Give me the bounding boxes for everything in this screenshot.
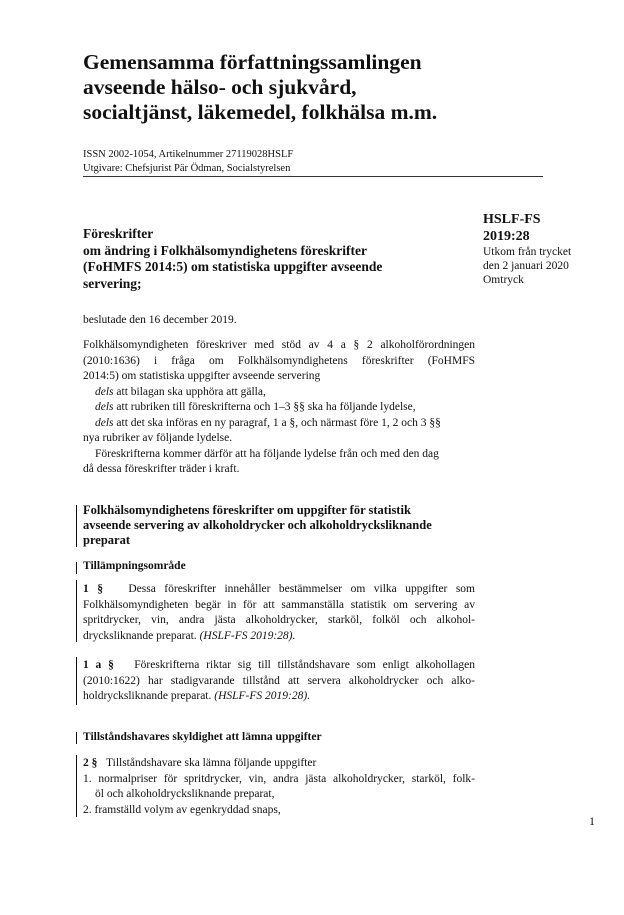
paragraph-2 [83, 756, 475, 818]
dels-text: att rubriken till föreskrifterna och 1–3 §§ ska ha följande lydelse, [113, 401, 416, 413]
publication-meta [83, 148, 293, 176]
subheading-obligation: Tillståndshavares skyldighet att lämna uppgifter [83, 731, 322, 743]
paragraph-line [83, 582, 475, 598]
change-bar [76, 657, 77, 705]
collection-title-line: socialtjänst, läkemedel, folkhälsa m.m. [83, 100, 438, 124]
paragraph-line: (2010:1622) har stadigvarande tillstånd att servera alkoholdrycker och alko- [83, 674, 475, 687]
collection-title-line: avseende hälso- och sjukvård, [83, 75, 357, 99]
paragraph-number: 1 a § [83, 659, 114, 671]
collection-title [83, 50, 543, 125]
regulation-title [83, 226, 473, 292]
decision-date: beslutade den 16 december 2019. [83, 314, 237, 326]
publication-note-line1: Utkom från trycket [483, 246, 572, 258]
dels-word: dels [95, 385, 114, 398]
intro-text [83, 338, 475, 478]
publication-note-line2: den 2 januari 2020 [483, 260, 569, 272]
header-divider [83, 176, 543, 177]
paragraph-text: Tillståndshavare ska lämna följande uppgifter [106, 757, 317, 769]
dels-text: att bilagan ska upphöra att gälla, [113, 385, 266, 398]
section-heading-line: preparat [83, 533, 130, 547]
page-number: 1 [589, 814, 595, 828]
change-bar [76, 562, 77, 574]
intro-line: då dessa föreskrifter träder i kraft. [83, 463, 240, 475]
list-item-continuation: öl och alkoholdrycksliknande preparat, [95, 788, 275, 800]
sidebar-info [483, 211, 593, 287]
change-bar [76, 505, 77, 547]
intro-dels-line [83, 385, 475, 401]
issn-line: ISSN 2002-1054, Artikelnummer 27119028HSLF [83, 149, 294, 160]
list-item: 1. normalpriser för spritdrycker, vin, andra jästa alkoholdrycker, starköl, folk- [83, 772, 475, 785]
paragraph-1 [83, 582, 475, 644]
dels-word: dels [95, 416, 114, 429]
paragraph-line [83, 756, 475, 772]
intro-line: Folkhälsomyndigheten föreskriver med stöd av 4 a § 2 alkoholförordningen [83, 339, 475, 351]
paragraph-text: Föreskrifterna riktar sig till tillståndshavare som enligt alkohollagen [134, 659, 475, 671]
statute-code-line2: 2019:28 [483, 229, 530, 244]
paragraph-number: 1 § [83, 583, 103, 595]
intro-line: nya rubriker av följande lydelse. [83, 432, 233, 444]
intro-line: (2010:1636) i fråga om Folkhälsomyndighetens föreskrifter (FoHMFS [83, 354, 475, 367]
paragraph-text: drycksliknande preparat. [83, 629, 197, 642]
paragraph-text: holdrycksliknande preparat. [83, 690, 212, 702]
regulation-title-line: Föreskrifter [83, 226, 154, 241]
intro-line: 2014:5) om statistiska uppgifter avseende servering [83, 370, 321, 382]
intro-line: Föreskrifterna kommer därför att ha följande lydelse från och med den dag [95, 447, 439, 460]
paragraph-1a [83, 658, 475, 705]
section-heading [83, 503, 483, 548]
paragraph-number: 2 § [83, 757, 98, 769]
change-bar [76, 732, 77, 744]
subheading-scope: Tillämpningsområde [83, 560, 186, 572]
paragraph-line: spritdrycker, vin, andra jästa alkoholdrycker, starköl, folköl och alkohol- [83, 614, 475, 626]
regulation-title-line: om ändring i Folkhälsomyndighetens föreskrifter [83, 242, 368, 258]
paragraph-line: Folkhälsomyndigheten begär in för att sammanställa statistik om servering av [83, 598, 475, 611]
collection-title-line: Gemensamma författningssamlingen [83, 50, 422, 74]
change-bar [76, 580, 77, 642]
list-item: 2. framställd volym av egenkryddad snaps, [83, 803, 281, 816]
regulation-title-line: servering; [83, 275, 142, 291]
paragraph-line [83, 689, 475, 705]
section-heading-line: avseende servering av alkoholdrycker och alkoholdrycksliknande [83, 518, 432, 532]
intro-dels-line [83, 400, 475, 416]
reprint-label: Omtryck [483, 274, 524, 286]
intro-dels-line [83, 416, 475, 432]
paragraph-line [83, 629, 475, 645]
dels-word: dels [95, 401, 114, 413]
section-heading-line: Folkhälsomyndighetens föreskrifter om uppgifter för statistik [83, 503, 411, 517]
paragraph-line [83, 658, 475, 674]
amendment-reference: (HSLF-FS 2019:28). [199, 629, 296, 642]
paragraph-text: Dessa föreskrifter innehåller bestämmelser om vilka uppgifter som [128, 583, 476, 595]
regulation-title-line: (FoHMFS 2014:5) om statistiska uppgifter avseende [83, 259, 383, 274]
statute-code-line1: HSLF-FS [483, 212, 541, 227]
amendment-reference: (HSLF-FS 2019:28). [214, 690, 311, 702]
change-bar [76, 755, 77, 817]
publisher-line: Utgivare: Chefsjurist Pär Ödman, Socialstyrelsen [83, 163, 291, 174]
dels-text: att det ska införas en ny paragraf, 1 a §, och närmast före 1, 2 och 3 §§ [113, 416, 441, 429]
